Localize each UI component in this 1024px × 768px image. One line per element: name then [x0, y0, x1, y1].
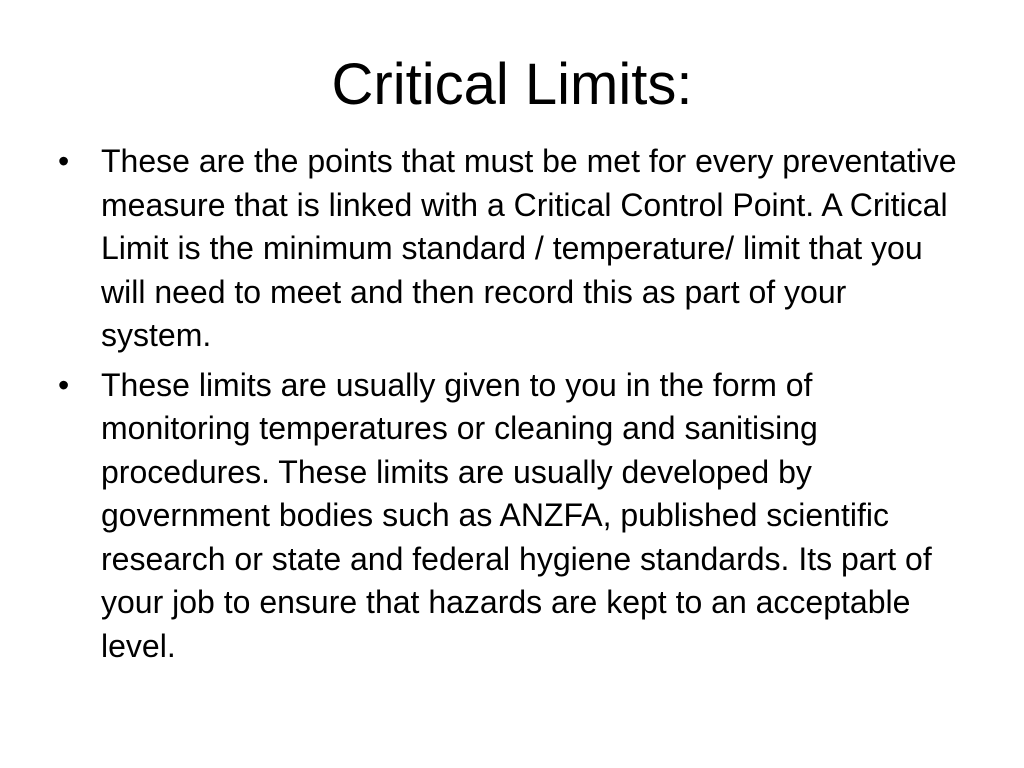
bullet-icon: •: [58, 366, 70, 403]
bullet-list: [58, 140, 958, 674]
bullet-item: [58, 364, 958, 669]
slide-title: Critical Limits:: [331, 52, 693, 117]
bullet-text: These are the points that must be met for every preventative measure that is linked with a Critical Control Point. A Critical Limit is the minimum standard / temperature/ limit that you will need to meet and then record this as part of your system.: [101, 143, 957, 353]
bullet-text: These limits are usually given to you in the form of monitoring temperatures or cleaning and sanitising procedures. These limits are usually developed by government bodies such as ANZFA, published scientific research or state and federal hygiene standards. Its part of your job to ensure that hazards are kept to an acceptable level.: [101, 366, 932, 664]
bullet-item: [58, 140, 958, 358]
bullet-icon: •: [58, 143, 70, 179]
